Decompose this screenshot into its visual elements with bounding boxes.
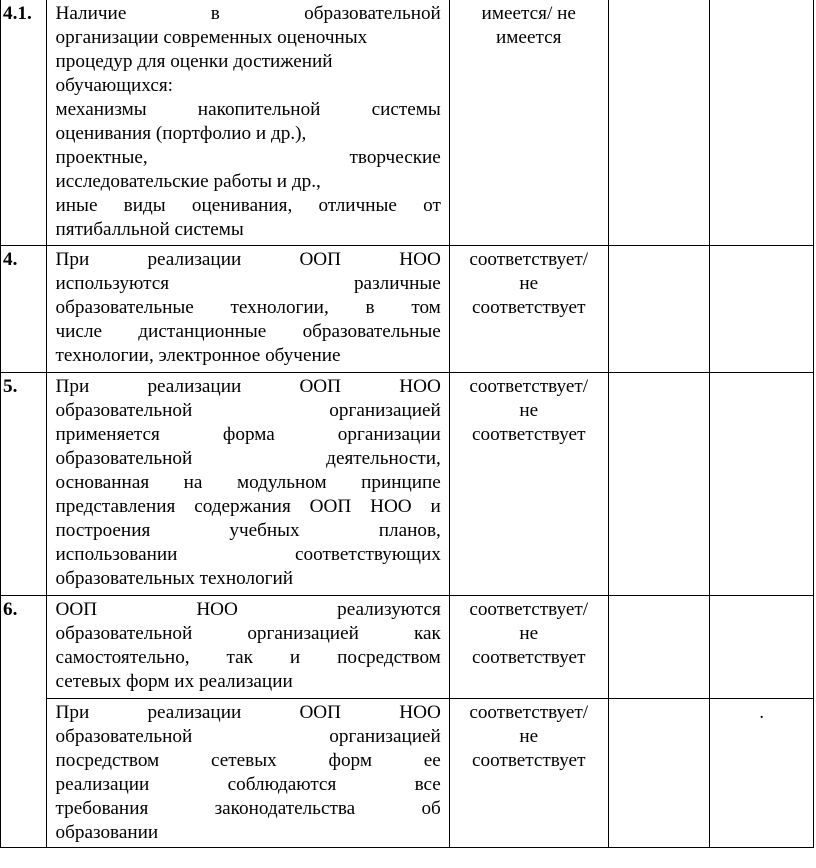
criterion-text bbox=[46, 596, 449, 699]
empty-cell bbox=[710, 246, 814, 373]
dot-mark: . bbox=[710, 699, 814, 848]
text-line: реализации соблюдаются все bbox=[55, 774, 441, 795]
value-line: соответствует/ bbox=[469, 702, 589, 723]
empty-cell bbox=[710, 596, 814, 699]
compliance-value bbox=[449, 699, 608, 848]
text-line: При реализации ООП НОО bbox=[55, 376, 441, 397]
empty-cell bbox=[608, 0, 710, 246]
text-line: посредством сетевых форм ее bbox=[55, 750, 441, 771]
criterion-text bbox=[46, 0, 449, 246]
value-line: не bbox=[519, 400, 539, 421]
table-row bbox=[1, 699, 814, 848]
compliance-value bbox=[449, 246, 608, 373]
criterion-text bbox=[46, 246, 449, 373]
text-line: образовании bbox=[55, 822, 159, 843]
text-line: пятибалльной системы bbox=[55, 219, 244, 240]
table-row bbox=[1, 0, 814, 246]
text-line: образовательной деятельности, bbox=[55, 448, 441, 469]
value-line: не bbox=[519, 273, 539, 294]
table-row bbox=[1, 246, 814, 373]
text-line: При реализации ООП НОО bbox=[55, 702, 441, 723]
value-line: соответствует bbox=[471, 750, 586, 771]
text-line: При реализации ООП НОО bbox=[55, 249, 441, 270]
text-line: исследовательские работы и др., bbox=[55, 171, 321, 192]
empty-cell bbox=[710, 373, 814, 596]
criterion-text bbox=[46, 699, 449, 848]
value-line: не bbox=[519, 726, 539, 747]
table-row bbox=[1, 373, 814, 596]
empty-cell bbox=[608, 699, 710, 848]
text-line: технологии, электронное обучение bbox=[55, 345, 341, 366]
text-line: обучающихся: bbox=[55, 75, 173, 96]
value-line: не bbox=[519, 623, 539, 644]
text-line: образовательных технологий bbox=[55, 568, 294, 589]
text-line: образовательные технологии, в том bbox=[55, 297, 441, 318]
criterion-text bbox=[46, 373, 449, 596]
text-line: самостоятельно, так и посредством bbox=[55, 647, 441, 668]
empty-cell bbox=[608, 596, 710, 699]
value-line: соответствует/ bbox=[469, 599, 589, 620]
text-line: иные виды оценивания, отличные от bbox=[55, 195, 441, 216]
compliance-value bbox=[449, 373, 608, 596]
text-line: построения учебных планов, bbox=[55, 520, 441, 541]
row-number: 4. bbox=[1, 246, 47, 373]
text-line: требования законодательства об bbox=[55, 798, 441, 819]
text-line: основанная на модульном принципе bbox=[55, 472, 441, 493]
text-line: применяется форма организации bbox=[55, 424, 441, 445]
table-row bbox=[1, 596, 814, 699]
value-line: соответствует bbox=[471, 647, 586, 668]
text-line: использовании соответствующих bbox=[55, 544, 441, 565]
text-line: проектные, творческие bbox=[55, 147, 441, 168]
text-line: образовательной организацией bbox=[55, 400, 441, 421]
compliance-value bbox=[449, 596, 608, 699]
empty-cell bbox=[608, 373, 710, 596]
value-line: соответствует/ bbox=[469, 376, 589, 397]
text-line: оценивания (портфолио и др.), bbox=[55, 123, 307, 144]
text-line: Наличие в образовательной bbox=[55, 3, 441, 24]
text-line: представления содержания ООП НОО и bbox=[55, 496, 441, 517]
row-number: 5. bbox=[1, 373, 47, 596]
text-line: сетевых форм их реализации bbox=[55, 671, 293, 692]
empty-cell bbox=[710, 0, 814, 246]
text-line: организации современных оценочных bbox=[55, 27, 368, 48]
row-number: 4.1. bbox=[1, 0, 47, 246]
value-line: имеется/ не bbox=[481, 3, 576, 24]
value-line: соответствует/ bbox=[469, 249, 589, 270]
compliance-value bbox=[449, 0, 608, 246]
row-number: 6. bbox=[1, 596, 47, 848]
text-line: образовательной организацией как bbox=[55, 623, 441, 644]
text-line: механизмы накопительной системы bbox=[55, 99, 441, 120]
text-line: ООП НОО реализуются bbox=[55, 599, 441, 620]
empty-cell bbox=[608, 246, 710, 373]
value-line: имеется bbox=[496, 27, 562, 48]
text-line: числе дистанционные образовательные bbox=[55, 321, 441, 342]
text-line: процедур для оценки достижений bbox=[55, 51, 333, 72]
text-line: образовательной организацией bbox=[55, 726, 441, 747]
value-line: соответствует bbox=[471, 424, 586, 445]
text-line: используются различные bbox=[55, 273, 441, 294]
value-line: соответствует bbox=[471, 297, 586, 318]
